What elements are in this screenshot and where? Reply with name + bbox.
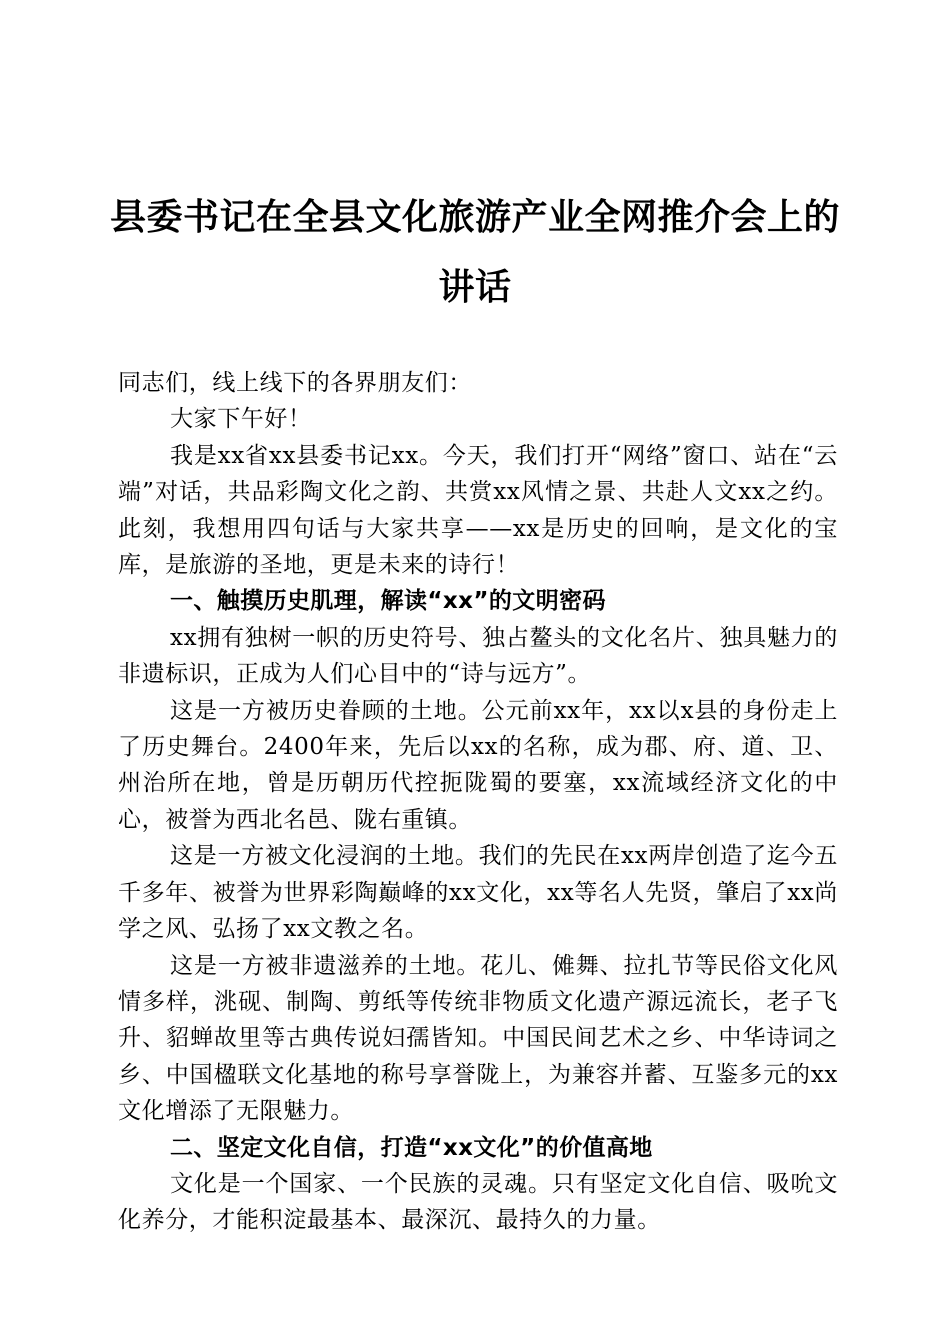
paragraph: 这是一方被文化浸润的土地。我们的先民在xx两岸创造了迄今五千多年、被誉为世界彩陶巅峰的xx文化，xx等名人先贤，肇启了xx尚学之风、弘扬了xx文教之名。 [118,843,838,943]
paragraph: 文化是一个国家、一个民族的灵魂。只有坚定文化自信、吸吮文化养分，才能积淀最基本、最深沉、最持久的力量。 [118,1170,838,1234]
greeting: 大家下午好！ [170,406,312,433]
paragraph: 我是xx省xx县委书记xx。今天，我们打开“网络”窗口、站在“云端”对话，共品彩陶文化之韵、共赏xx风情之景、共赴人文xx之约。此刻，我想用四句话与大家共享——xx是历史的回响，是文化的宝库，是旅游的圣地，更是未来的诗行！ [118,442,838,579]
paragraph: 这是一方被历史眷顾的土地。公元前xx年，xx以x县的身份走上了历史舞台。2400年来，先后以xx的名称，成为郡、府、道、卫、州治所在地，曾是历朝历代控扼陇蜀的要塞，xx流域经济文化的中心，被誉为西北名邑、陇右重镇。 [118,697,838,833]
section-heading: 一、触摸历史肌理，解读“xx”的文明密码 [170,588,606,615]
document-title-line-2: 讲话 [438,267,512,308]
document-body [118,365,838,1239]
paragraph: 这是一方被非遗滋养的土地。花儿、傩舞、拉扎节等民俗文化风情多样，洮砚、制陶、剪纸等传统非物质文化遗产源远流长，老子飞升、貂蝉故里等古典传说妇孺皆知。中国民间艺术之乡、中华诗词之乡、中国楹联文化基地的称号享誉陇上，为兼容并蓄、互鉴多元的xx文化增添了无限魅力。 [118,952,838,1125]
document-title-line-1: 县委书记在全县文化旅游产业全网推介会上的 [109,197,840,238]
section-heading: 二、坚定文化自信，打造“xx文化”的价值高地 [170,1134,653,1161]
paragraph: xx拥有独树一帜的历史符号、独占鳌头的文化名片、独具魅力的非遗标识，正成为人们心目中的“诗与远方”。 [118,624,838,688]
salutation: 同志们，线上线下的各界朋友们： [118,370,472,396]
